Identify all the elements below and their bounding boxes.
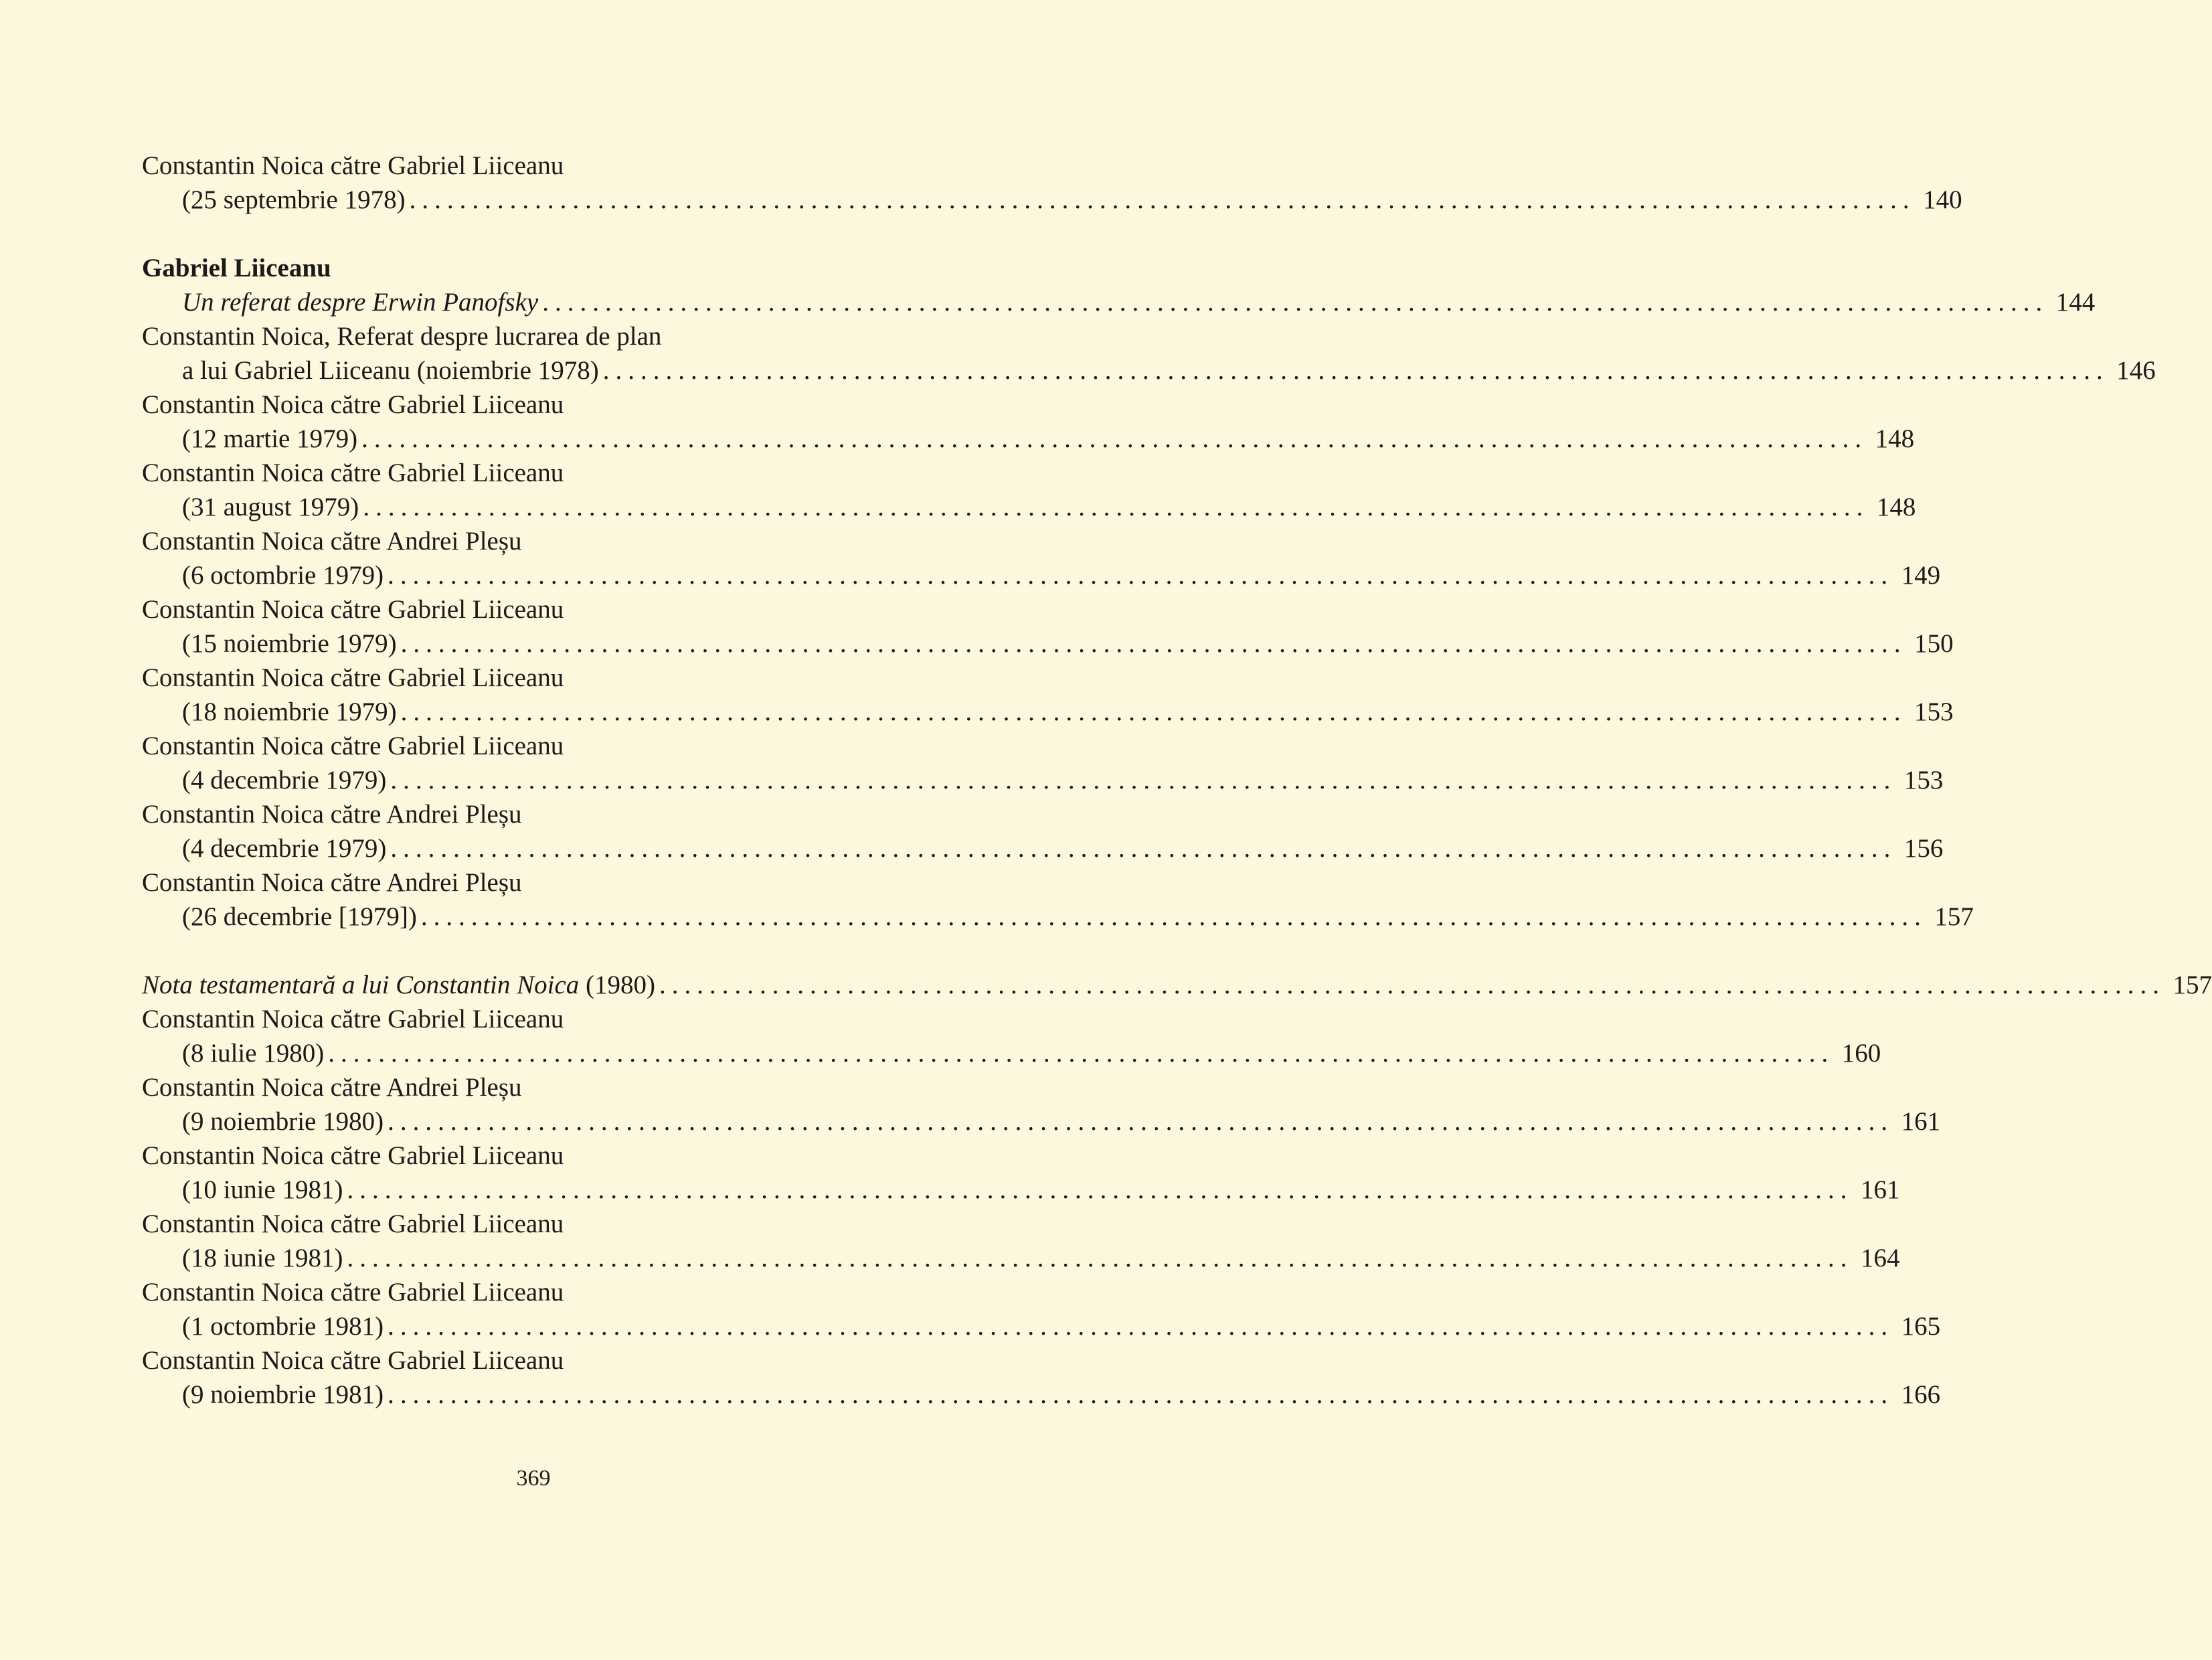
toc-section-panofsky (142, 251, 2096, 319)
page-ref: 148 (1876, 493, 1916, 521)
entry-date: (12 martie 1979) (182, 424, 358, 453)
toc-entry (142, 319, 2156, 388)
entry-title: Constantin Noica către Gabriel Liiceanu (142, 1278, 564, 1307)
dot-leader: ........................................................................................................................ (388, 1107, 1894, 1136)
dot-leader: ........................................................................................................................ (542, 288, 2049, 317)
dot-leader: ........................................................................................................................ (388, 1380, 1894, 1409)
page-ref: 164 (1860, 1244, 1900, 1272)
page-ref: 148 (1875, 424, 1915, 453)
page-ref: 161 (1901, 1107, 1941, 1136)
entry-title: Constantin Noica către Gabriel Liiceanu (142, 595, 564, 624)
page-ref: 161 (1860, 1175, 1900, 1204)
toc-entry (142, 1002, 1881, 1070)
section-italic-title: Nota testamentară a lui Constantin Noica (142, 971, 580, 999)
toc-entry (142, 1207, 1900, 1275)
entry-title: Constantin Noica către Gabriel Liiceanu (142, 1346, 564, 1375)
toc-entry (142, 661, 1954, 729)
page-ref: 146 (2116, 356, 2156, 385)
entry-date: (18 iunie 1981) (182, 1244, 343, 1272)
section-work-title: Un referat despre Erwin Panofsky (182, 288, 539, 317)
dot-leader: ........................................................................................................................ (347, 1175, 1853, 1204)
page-ref: 166 (1901, 1380, 1941, 1409)
toc-entry (142, 1343, 1941, 1412)
toc-entry (142, 388, 1915, 456)
page-number: 369 (516, 1466, 551, 1491)
entry-title: Constantin Noica către Gabriel Liiceanu (142, 663, 564, 692)
page-ref: 156 (1903, 834, 1944, 863)
toc-entry (142, 1275, 1941, 1343)
page-ref: 160 (1841, 1039, 1881, 1068)
toc-entry (142, 149, 1962, 217)
table-of-contents (142, 149, 2212, 1412)
entry-date: (9 noiembrie 1980) (182, 1107, 384, 1136)
entry-date: (6 octombrie 1979) (182, 561, 384, 590)
toc-entry (142, 524, 1941, 592)
dot-leader: ........................................................................................................................ (388, 1312, 1894, 1341)
entry-date: (1 octombrie 1981) (182, 1312, 384, 1341)
toc-entry (142, 456, 1916, 524)
entry-date: (8 iulie 1980) (182, 1039, 325, 1068)
entry-title: Constantin Noica către Gabriel Liiceanu (142, 459, 564, 487)
dot-leader: ........................................................................................................................ (388, 561, 1894, 590)
entry-title: Constantin Noica către Gabriel Liiceanu (142, 1141, 564, 1170)
entry-date: (26 decembrie [1979]) (182, 902, 417, 931)
page-ref: 149 (1901, 561, 1941, 590)
section-year: (1980) (579, 971, 656, 999)
page-ref: 150 (1914, 629, 1954, 658)
entry-title: Constantin Noica către Gabriel Liiceanu (142, 1210, 564, 1238)
dot-leader: ........................................................................................................................ (390, 766, 1897, 795)
entry-date: (10 iunie 1981) (182, 1175, 343, 1204)
entry-title: Constantin Noica către Andrei Pleșu (142, 868, 522, 897)
entry-date: (4 decembrie 1979) (182, 766, 387, 795)
entry-title: Constantin Noica către Gabriel Liiceanu (142, 390, 564, 419)
page-ref: 153 (1903, 766, 1944, 795)
dot-leader: ........................................................................................................................ (328, 1039, 1835, 1068)
dot-leader: ........................................................................................................................ (602, 356, 2109, 385)
toc-entry (142, 729, 1944, 797)
entry-date: (25 septembrie 1978) (182, 185, 406, 214)
toc-section-nota-testamentara (142, 968, 2212, 1002)
entry-date: (31 august 1979) (182, 493, 359, 521)
dot-leader: ........................................................................................................................ (400, 629, 1907, 658)
toc-entry (142, 1139, 1900, 1207)
entry-title: Constantin Noica către Gabriel Liiceanu (142, 1005, 564, 1033)
dot-leader: ........................................................................................................................ (420, 902, 1927, 931)
page-ref: 157 (1934, 902, 1974, 931)
dot-leader: ........................................................................................................................ (347, 1244, 1853, 1272)
entry-title: Constantin Noica către Gabriel Liiceanu (142, 151, 564, 180)
entry-title: Constantin Noica către Andrei Pleșu (142, 527, 522, 556)
dot-leader: ........................................................................................................................ (659, 971, 2166, 999)
entry-date: (18 noiembrie 1979) (182, 697, 397, 726)
dot-leader: ........................................................................................................................ (409, 185, 1916, 214)
entry-title: Constantin Noica către Andrei Pleșu (142, 800, 522, 829)
entry-title: Constantin Noica către Andrei Pleșu (142, 1073, 522, 1102)
page-ref: 144 (2055, 288, 2096, 317)
page-ref: 140 (1923, 185, 1962, 214)
page-ref: 165 (1901, 1312, 1941, 1341)
toc-entry (142, 797, 1944, 865)
entry-date: (9 noiembrie 1981) (182, 1380, 384, 1409)
entry-title: Constantin Noica, Referat despre lucrarea de plan (142, 322, 662, 351)
dot-leader: ........................................................................................................................ (390, 834, 1897, 863)
section-author: Gabriel Liiceanu (142, 254, 331, 282)
toc-entry (142, 1070, 1941, 1139)
entry-date: (4 decembrie 1979) (182, 834, 387, 863)
dot-leader: ........................................................................................................................ (361, 424, 1868, 453)
page-ref: 157 (2173, 971, 2212, 999)
toc-entry (142, 865, 1974, 934)
page-ref: 153 (1914, 697, 1954, 726)
toc-entry (142, 592, 1954, 661)
dot-leader: ........................................................................................................................ (363, 493, 1869, 521)
dot-leader: ........................................................................................................................ (400, 697, 1907, 726)
entry-date: (15 noiembrie 1979) (182, 629, 397, 658)
entry-title: Constantin Noica către Gabriel Liiceanu (142, 732, 564, 760)
entry-date: a lui Gabriel Liiceanu (noiembrie 1978) (182, 356, 599, 385)
